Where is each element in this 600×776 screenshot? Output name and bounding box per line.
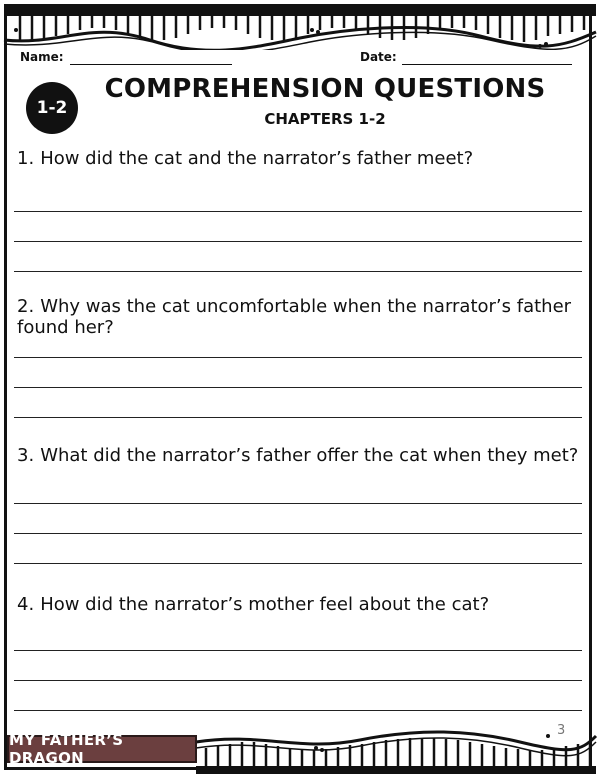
date-field[interactable] xyxy=(402,64,572,65)
answer-line[interactable] xyxy=(14,563,582,564)
question-2 xyxy=(17,296,583,338)
answer-line[interactable] xyxy=(14,357,582,358)
page-subtitle: CHAPTERS 1-2 xyxy=(264,110,386,128)
chapter-badge: 1-2 xyxy=(26,82,78,134)
question-text: How did the cat and the narrator’s father meet? xyxy=(40,148,474,169)
answer-line[interactable] xyxy=(14,503,582,504)
book-title-tag: MY FATHER’S DRAGON xyxy=(7,735,197,763)
answer-line[interactable] xyxy=(14,387,582,388)
question-number: 3. xyxy=(17,445,35,466)
question-text: How did the narrator’s mother feel about the cat? xyxy=(40,594,490,615)
question-text: What did the narrator’s father offer the cat when they met? xyxy=(40,445,579,466)
question-1 xyxy=(17,148,583,169)
answer-line[interactable] xyxy=(14,710,582,711)
question-text: Why was the cat uncomfortable when the narrator’s father found her? xyxy=(17,296,572,338)
decorative-top-border xyxy=(0,0,600,50)
answer-line[interactable] xyxy=(14,417,582,418)
answer-line[interactable] xyxy=(14,650,582,651)
date-label: Date: xyxy=(360,50,397,64)
name-label: Name: xyxy=(20,50,64,64)
answer-line[interactable] xyxy=(14,271,582,272)
question-number: 4. xyxy=(17,594,35,615)
question-number: 2. xyxy=(17,296,35,317)
page-number: 3 xyxy=(557,723,566,738)
question-3 xyxy=(17,445,583,466)
answer-line[interactable] xyxy=(14,533,582,534)
answer-line[interactable] xyxy=(14,680,582,681)
name-field[interactable] xyxy=(70,64,232,65)
question-number: 1. xyxy=(17,148,35,169)
question-4 xyxy=(17,594,583,615)
page-title: COMPREHENSION QUESTIONS xyxy=(104,74,546,104)
answer-line[interactable] xyxy=(14,241,582,242)
answer-line[interactable] xyxy=(14,211,582,212)
